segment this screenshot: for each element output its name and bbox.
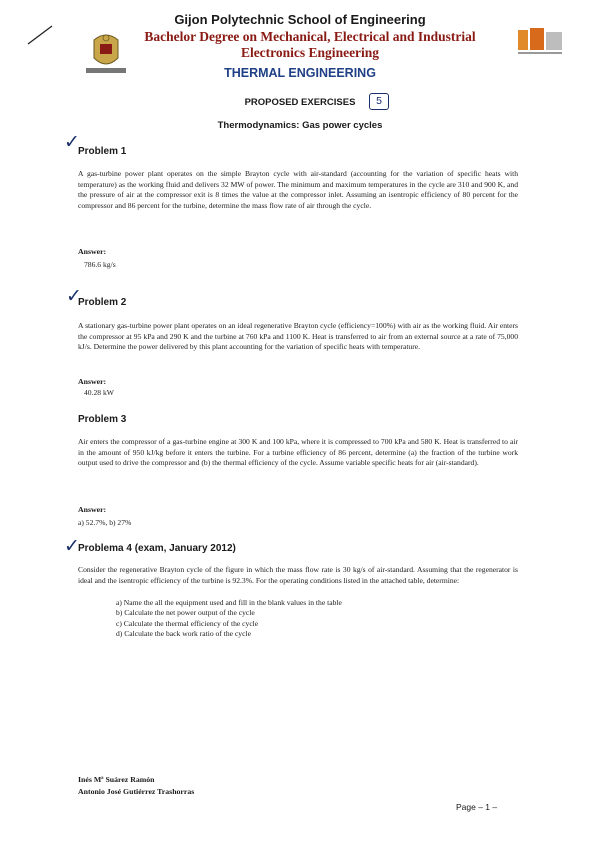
problem-3-title: Problem 3: [78, 414, 127, 425]
problem-2-answer: 40.28 kW: [84, 388, 114, 397]
author-2: Antonio José Gutiérrez Trashorras: [78, 787, 195, 796]
school-name: Gijon Polytechnic School of Engineering: [174, 12, 426, 27]
degree-line-2: Electronics Engineering: [240, 45, 380, 60]
problem-2-text: A stationary gas-turbine power plant operates on an ideal regenerative Brayton cycle (efficiency=100%) with air as the working fluid. Air enters the compressor at 95 kPa and 290 K and the turbine at 760 kPa and 1100 K. Heat is transferred to air from an external source at a rate of 75,000 kJ/s. Determine the power delivered by this plant accounting for the variation of specific heats with temperature.: [78, 321, 518, 352]
checkmark-icon: ✓: [64, 535, 80, 557]
degree-title: [120, 29, 500, 61]
list-item: c) Calculate the thermal efficiency of the cycle: [116, 618, 259, 628]
problem-3-answer-label: Answer:: [78, 505, 107, 514]
list-item: d) Calculate the back work ratio of the cycle: [116, 629, 251, 639]
problem-1-answer-label: Answer:: [78, 247, 107, 256]
problem-4-title: Problema 4 (exam, January 2012): [78, 543, 236, 554]
problem-3-answer: a) 52.7%, b) 27%: [78, 518, 132, 527]
problem-3-text: Air enters the compressor of a gas-turbine engine at 300 K and 100 kPa, where it is compressed to 700 kPa and 580 K. Heat is transferred to air in the amount of 950 kJ/kg before it enters the turbine. For a turbine efficiency of 86 percent, determine (a) the fraction of the turbine work output used to drive the compressor and (b) the thermal efficiency of the cycle. Assume variable specific heats for air (air-standard).: [78, 437, 518, 468]
school-logo-icon: [514, 26, 566, 56]
page-number: Page – 1 –: [456, 802, 498, 812]
section-number-box: 5: [369, 93, 389, 110]
problem-2-title: Problem 2: [78, 297, 127, 308]
checkmark-icon: ✓: [66, 285, 82, 307]
problem-1-text: A gas-turbine power plant operates on the simple Brayton cycle with air-standard (accounting for the variation of specific heats with temperature) as the working fluid and delivers 32 MW of power. The minimum and maximum temperatures in the cycle are 310 and 900 K, and the pressure of air at the compressor exit is 8 times the value at the compressor inlet. Assuming an isentropic efficiency of 80 percent for the compressor and 86 percent for the turbine, determine the mass flow rate of air through the cycle.: [78, 169, 518, 210]
author-1: Inés Mª Suárez Ramón: [78, 775, 155, 784]
list-item: a) Name the all the equipment used and fill in the blank values in the table: [116, 598, 342, 607]
list-item: b) Calculate the net power output of the cycle: [116, 608, 255, 618]
section-subtitle: Thermodynamics: Gas power cycles: [217, 120, 383, 131]
degree-line-1: Bachelor Degree on Mechanical, Electrical and Industrial: [144, 29, 476, 44]
course-title: THERMAL ENGINEERING: [224, 66, 376, 80]
pen-stroke-icon: [26, 24, 54, 46]
problem-1-title: Problem 1: [78, 146, 127, 157]
problem-4-text: Consider the regenerative Brayton cycle of the figure in which the mass flow rate is 30 kg/s of air-standard. Assuming that the regenerator is ideal and the isentropic efficiency of the turbine is 92.3%. For the operating conditions listed in the attached table, determine:: [78, 565, 518, 585]
problem-4-task-list: [116, 598, 342, 640]
problem-1-answer: 786.6 kg/s: [84, 260, 116, 269]
checkmark-icon: ✓: [64, 131, 80, 153]
problem-2-answer-label: Answer:: [78, 377, 107, 386]
section-title: PROPOSED EXERCISES: [244, 97, 356, 108]
